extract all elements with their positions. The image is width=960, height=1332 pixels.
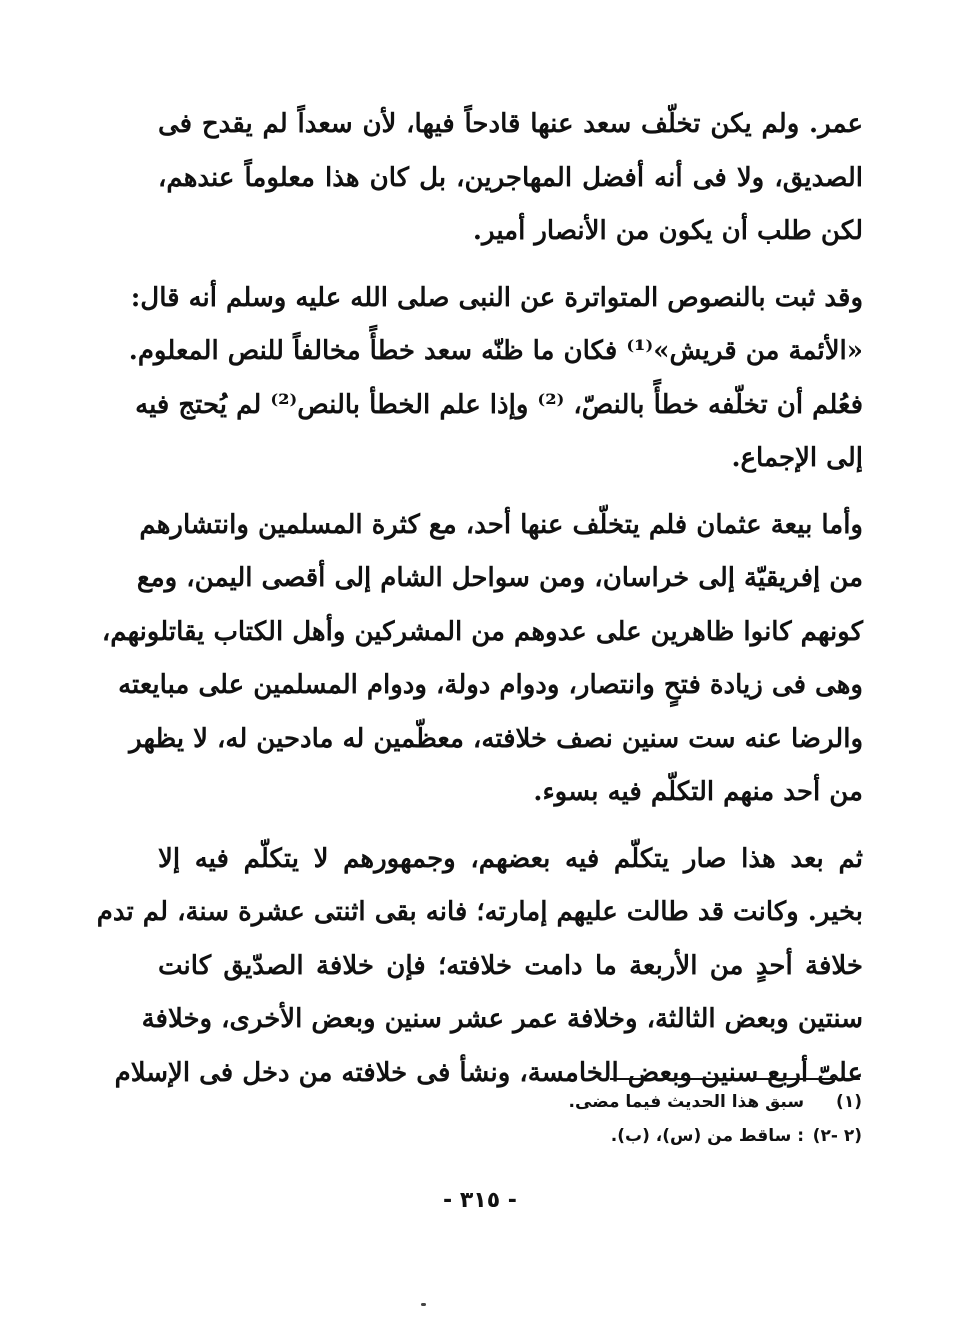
paragraph (101, 499, 863, 820)
text-line: فعُلم أن تخلّفه خطأً بالنصّ، ⁽²⁾ وإذا علم الخطأ بالنص⁽²⁾ لم يُحتج فيه (135, 389, 863, 420)
text-line: وقد ثبت بالنصوص المتواترة عن النبى صلى الله عليه وسلم أنه قال: (130, 282, 863, 313)
main-text (96, 98, 863, 1113)
page-number: - ٣١٥ - (443, 1188, 517, 1213)
footnote-divider (610, 1078, 860, 1080)
footnote-2 (430, 1119, 862, 1153)
text-line: عمر. ولم يكن تخلّف سعد عنها قادحاً فيها، لأن سعداً لم يقدح فى (158, 109, 863, 139)
text-line: من إفريقيّة إلى خراسان، ومن سواحل الشام إلى أقصى اليمن، ومع (136, 563, 863, 593)
text-line: علىّ أربع سنين وبعض الخامسة، ونشأ فى خلافته من دخل فى الإسلام (114, 1057, 863, 1088)
text-line: بخير. وكانت قد طالت عليهم إمارته؛ فانه بقى اثنتى عشرة سنة، لم تدم (96, 897, 863, 927)
text-line: خلافة أحدٍ من الأربعة ما دامت خلافته؛ فإن خلافة الصدّيق كانت (158, 950, 863, 981)
text-line: والرضا عنه ست سنين نصف خلافته، معظّمين له مادحين له، لا يظهر (129, 723, 863, 754)
footnote-1 (430, 1085, 862, 1119)
footnote-marker: (٢ -٢) (812, 1126, 862, 1146)
text-line: كونهم كانوا ظاهرين على عدوهم من المشركين وأهل الكتاب يقاتلونهم، (101, 616, 863, 647)
paragraph (158, 98, 863, 259)
text-line: الصديق، ولا فى أنه أفضل المهاجرين، بل كان هذا معلوماً عندهم، (158, 162, 863, 193)
paragraph (128, 272, 863, 486)
text-line: لكن طلب أن يكون من الأنصار أمير. (472, 216, 863, 246)
text-line: ثم بعد هذا صار يتكلّم فيه بعضهم، وجمهورهم لا يتكلّم فيه إلا (158, 843, 863, 874)
text-line: وهى فى زيادة فتحٍ وانتصار، ودوام دولة، ودوام المسلمين على مبايعته (118, 670, 863, 700)
text-line: «الأئمة من قريش»⁽¹⁾ فكان ما ظنّه سعد خطأً مخالفاً للنص المعلوم. (128, 336, 863, 366)
text-line: سنتين وبعض الثالثة، وخلافة عمر عشر سنين وبعض الأخرى، وخلافة (141, 1004, 863, 1034)
paragraph (96, 833, 863, 1101)
scan-speck (421, 1303, 426, 1306)
footnote-text: : ساقط من (س)، (ب). (610, 1126, 805, 1146)
footnotes (430, 1085, 862, 1153)
text-line: إلى الإجماع. (731, 443, 863, 473)
footnote-marker: (١) (836, 1092, 862, 1112)
footnote-text: سبق هذا الحديث فيما مضى. (568, 1092, 805, 1112)
text-line: وأما بيعة عثمان فلم يتخلّف عنها أحد، مع كثرة المسلمين وانتشارهم (139, 509, 863, 540)
text-line: من أحد منهم التكلّم فيه بسوء. (533, 777, 863, 807)
